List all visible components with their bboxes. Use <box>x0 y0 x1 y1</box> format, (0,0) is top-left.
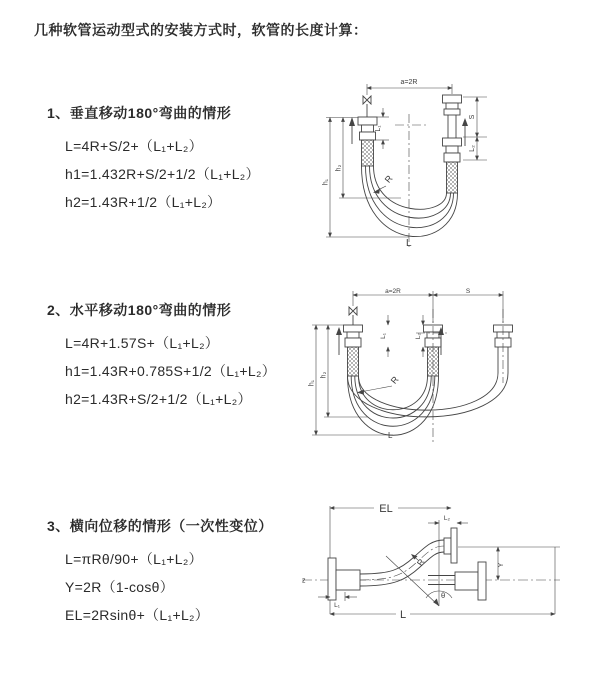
formula-length: L=4R+1.57S+（L₁+L₂） <box>65 335 220 351</box>
dim-label-s: S <box>469 114 476 120</box>
dim-label-a2r: a=2R <box>385 288 401 295</box>
dim-label-el: EL <box>379 503 393 515</box>
section-lateral-displacement <box>47 516 273 629</box>
dim-label-h1: h₁ <box>308 379 316 387</box>
radius-label: R <box>414 556 427 568</box>
formula-h2: h2=1.43R+S/2+1/2（L₁+L₂） <box>65 391 252 407</box>
dim-label-l2: L₂ <box>443 515 451 522</box>
dim-label-h1: h₁ <box>322 178 330 186</box>
formula-length: L=πRθ/90+（L₁+L₂） <box>65 551 203 567</box>
dim-label-l1: L₁ <box>334 602 340 609</box>
section-heading: 2、水平移动180°弯曲的情形 <box>47 302 232 318</box>
formula-list <box>47 545 273 629</box>
formula-h2: h2=1.43R+1/2（L₁+L₂） <box>65 194 222 210</box>
formula-y: Y=2R（1-cosθ） <box>65 579 175 595</box>
formula-h1: h1=1.432R+S/2+1/2（L₁+L₂） <box>65 166 260 182</box>
formula-length: L=4R+S/2+（L₁+L₂） <box>65 138 203 154</box>
diagram-horizontal-bend <box>308 283 583 458</box>
formula-h1: h1=1.43R+0.785S+1/2（L₁+L₂） <box>65 363 276 379</box>
dim-label-l1: L₁ <box>375 125 382 132</box>
dim-label-h2: h₂ <box>335 164 343 172</box>
length-label: L <box>406 238 412 249</box>
radius-label: R <box>382 173 395 185</box>
dim-label-l2: L₂ <box>415 332 422 340</box>
technical-drawing-vertical-bend <box>313 70 513 255</box>
page-title: 几种软管运动型式的安装方式时，软管的长度计算： <box>34 22 368 38</box>
formula-el: EL=2Rsinθ+（L₁+L₂） <box>65 607 210 623</box>
axis-mark: z <box>302 577 306 585</box>
dim-label-a2r: a=2R <box>400 79 418 86</box>
angle-label: θ <box>441 591 446 600</box>
formula-list <box>47 132 260 216</box>
diagram-lateral-displacement <box>298 498 583 633</box>
section-horizontal-movement <box>47 300 276 413</box>
length-label: L <box>388 431 393 440</box>
technical-drawing-lateral-displacement <box>298 498 583 633</box>
dim-label-l1: L₁ <box>380 333 387 339</box>
dim-label-h2: h₂ <box>320 371 328 379</box>
dim-label-s: S <box>465 288 471 295</box>
length-label: L <box>399 609 407 621</box>
section-heading: 1、垂直移动180°弯曲的情形 <box>47 105 232 121</box>
dim-label-l2: L₂ <box>469 145 476 152</box>
formula-list <box>47 329 276 413</box>
section-heading: 3、横向位移的情形（一次性变位） <box>47 518 273 534</box>
section-vertical-movement <box>47 103 260 216</box>
dim-label-y: Y <box>498 562 505 568</box>
diagram-vertical-bend <box>313 70 513 255</box>
radius-label: R <box>388 374 401 386</box>
technical-drawing-horizontal-bend <box>308 283 583 458</box>
